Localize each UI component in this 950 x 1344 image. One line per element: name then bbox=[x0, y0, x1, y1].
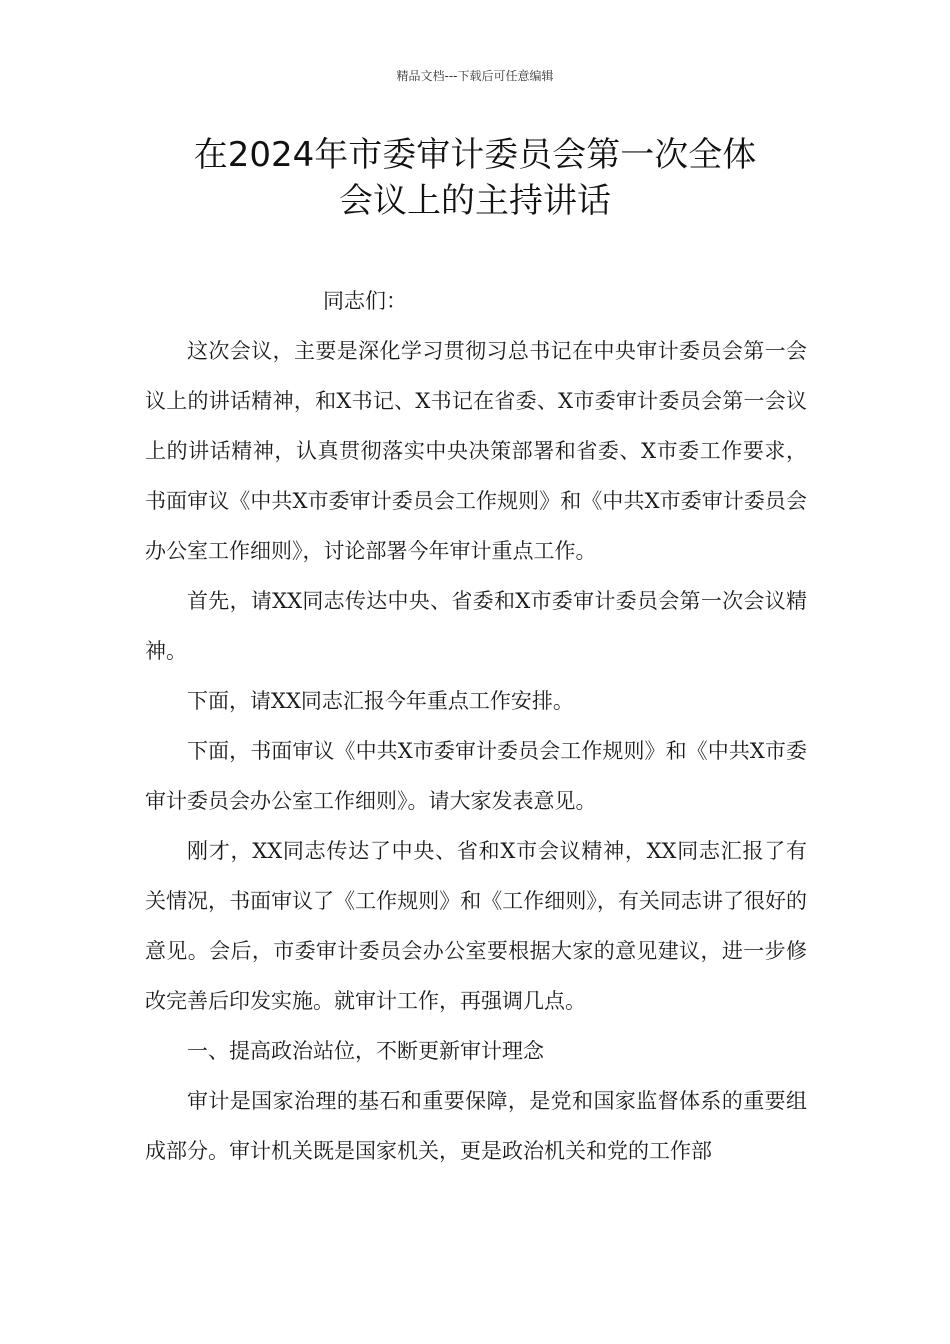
title-line-2: 会议上的主持讲话 bbox=[339, 181, 611, 221]
paragraph-intro: 这次会议，主要是深化学习贯彻习总书记在中央审计委员会第一会议上的讲话精神，和X书记、X书记在省委、X市委审计委员会第一会议上的讲话精神，认真贯彻落实中央决策部署和省委、X市委工作要求，书面审议《中共X市委审计委员会工作规则》和《中共X市委审计委员会办公室工作细则》，讨论部署今年审计重点工作。 bbox=[145, 339, 807, 563]
salutation: 同志们： bbox=[323, 289, 407, 313]
header-note: 精品文档---下载后可任意编辑 bbox=[396, 69, 554, 83]
paragraph-section-1: 审计是国家治理的基石和重要保障，是党和国家监督体系的重要组成部分。审计机关既是国家机关，更是政治机关和党的工作部 bbox=[145, 1089, 807, 1163]
document-body bbox=[145, 276, 807, 1176]
paragraph-review: 下面，书面审议《中共X市委审计委员会工作规则》和《中共X市委审计委员会办公室工作细则》。请大家发表意见。 bbox=[145, 739, 807, 813]
title-line-1: 在2024年市委审计委员会第一次全体 bbox=[193, 135, 757, 175]
paragraph-first: 首先，请XX同志传达中央、省委和X市委审计委员会第一次会议精神。 bbox=[145, 589, 807, 663]
paragraph-report: 下面，请XX同志汇报今年重点工作安排。 bbox=[187, 689, 574, 713]
document-title bbox=[130, 132, 820, 224]
section-heading-1: 一、提高政治站位，不断更新审计理念 bbox=[187, 1039, 544, 1063]
paragraph-summary: 刚才，XX同志传达了中央、省和X市会议精神，XX同志汇报了有关情况，书面审议了《工作规则》和《工作细则》，有关同志讲了很好的意见。会后，市委审计委员会办公室要根据大家的意见建议，进一步修改完善后印发实施。就审计工作，再强调几点。 bbox=[145, 839, 807, 1013]
